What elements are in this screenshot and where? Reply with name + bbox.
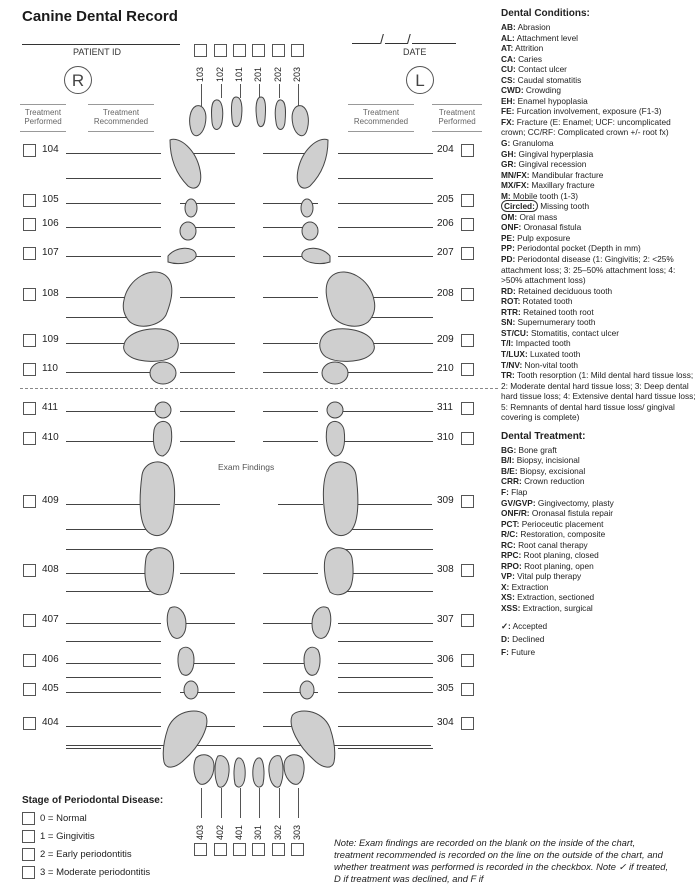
tooth-number: 408 [42,564,59,575]
tooth-number: 401 [234,824,244,840]
legend-text: Gingivectomy, plasty [537,497,614,508]
tooth-number: 307 [437,614,454,625]
legend-text: Caries [518,53,543,64]
instructions-note: Note: Exam findings are recorded on the blank on the inside of the chart, treatment recommended is recorded on the line on the outside of the chart, and whether treatment was performed is recorded in the checkbox. Note ✓ if treated, D if treatment was declined, and F if [334,837,669,884]
left-side-marker: L [406,66,434,94]
date-slash: / [380,31,385,47]
tooth-number: 205 [437,194,454,205]
tooth-102 [211,100,222,130]
tooth-410 [153,421,171,456]
legend-item [501,85,696,96]
tooth-309 [323,462,358,536]
header-text: Recommended [93,117,149,126]
legend-text: Supernumerary tooth [517,317,596,328]
legend-code: PE: [501,232,515,243]
legend-item [501,561,696,572]
tooth-number: 103 [195,66,205,82]
tooth-203 [292,106,308,136]
legend-code: ST/CU: [501,327,529,338]
tooth-407 [167,607,186,638]
legend-item [501,529,696,540]
legend-text: Restoration, composite [520,529,606,540]
legend-item [501,254,696,286]
legend-text: Granuloma [512,138,554,149]
tooth-204 [297,139,328,188]
legend-item [501,476,696,487]
tooth-number: 106 [42,218,59,229]
header-text: Treatment [438,108,476,117]
tooth-103 [190,106,206,136]
legend-code: ONF: [501,222,522,233]
legend-code: T/NV: [501,359,523,370]
legend-item [501,317,696,328]
legend-code: T/I: [501,338,514,349]
legend-code: F: [501,646,509,657]
legend-item [501,592,696,603]
patient-id-label: PATIENT ID [73,47,122,57]
tooth-number: 104 [42,144,59,155]
tooth-310 [326,421,344,456]
legend-item [501,43,696,54]
legend-text: Crown reduction [524,476,585,487]
legend-text: Fracture (E: Enamel; UCF: uncomplicated crown; CC/RF: Complicated crown +/- root fx) [501,116,671,138]
legend-item [501,96,696,107]
tooth-number: 105 [42,194,59,205]
legend-text: Gingival recession [518,159,587,170]
legend-item [501,170,696,181]
legend-code: SN: [501,317,516,328]
legend-text: Declined [512,633,545,644]
tooth-number: 405 [42,683,59,694]
legend-text: Luxated tooth [530,348,581,359]
tooth-307 [312,607,331,638]
legend-item [501,75,696,86]
legend-text: Caudal stomatitis [517,74,582,85]
tooth-number: 204 [437,144,454,155]
tooth-number: 206 [437,218,454,229]
tooth-311 [327,402,343,418]
tooth-number: 302 [273,824,283,840]
legend-code: GR: [501,159,517,170]
tooth-number: 310 [437,432,454,443]
legend-text: Maxillary fracture [531,180,595,191]
legend-text: Periodontal pocket (Depth in mm) [517,243,641,254]
tooth-number: 203 [292,66,302,82]
tooth-number: 210 [437,363,454,374]
legend-text: Extraction [511,581,549,592]
legend-code: T/LUX: [501,348,528,359]
tooth-110 [150,362,176,384]
tooth-409 [140,462,175,536]
legend-code: B/E: [501,465,518,476]
legend-text: Abrasion [517,22,551,32]
header-text: Recommended [353,117,409,126]
legend-code: XS: [501,592,515,603]
legend-code: EH: [501,95,516,106]
tooth-306 [304,647,320,675]
legend-code: MX/FX: [501,180,530,191]
legend-text: Extraction, sectioned [517,592,595,603]
tooth-210 [322,362,348,384]
stage-checkbox-3[interactable] [22,866,35,879]
tooth-checkbox-401[interactable] [233,843,246,856]
legend-text: Biopsy, excisional [519,465,586,476]
dental-treatment-heading: Dental Treatment: [501,430,586,442]
legend-code: RPC: [501,550,522,561]
legend-text: Root canal therapy [518,539,588,550]
tooth-302 [269,756,283,788]
tooth-number: 403 [195,824,205,840]
tooth-number: 110 [42,363,58,374]
upper-incisor-teeth [190,97,309,136]
legend-item [501,149,696,160]
tooth-108 [123,272,172,326]
dental-conditions-list [501,22,696,423]
legend-item [501,370,696,423]
lower-incisor-teeth [194,755,304,788]
legend-item [501,106,696,117]
tooth-number: 109 [42,334,59,345]
header-text: Treatment [362,108,400,117]
tooth-number: 411 [42,402,58,413]
legend-code: R/C: [501,529,519,540]
tooth-checkbox-402[interactable] [214,843,227,856]
legend-text: Non-vital tooth [524,359,579,370]
legend-item [501,633,696,646]
legend-item [501,498,696,509]
legend-text: Mandibular fracture [531,169,604,180]
legend-text: Pulp exposure [517,232,571,243]
legend-text: Tooth resorption (1: Mild dental hard tissue loss; 2: Moderate dental hard tissue loss; 3: Deep dental hard tissue loss; 4: Extensive dental hard tissue loss; 5: Remnants of dental hard tissue loss/ gingival covering is complete) [501,370,696,423]
legend-code: CRR: [501,476,522,487]
stage-option-label: 3 = Moderate periodontitis [40,867,151,878]
legend-item [501,445,696,456]
status-codes-list [501,620,696,659]
legend-code: CU: [501,64,516,75]
tooth-207 [302,248,330,263]
legend-text: Furcation involvement, exposure (F1-3) [516,106,662,117]
legend-item [501,222,696,233]
tooth-number: 407 [42,614,59,625]
legend-text: Perioceutic placement [521,518,604,529]
legend-text: Root planing, closed [523,550,599,561]
tooth-number: 402 [215,824,225,840]
legend-item [501,307,696,318]
legend-text: Oronasal fistula [523,222,582,233]
legend-item [501,286,696,297]
tooth-number: 306 [437,654,454,665]
legend-text: Flap [511,486,528,497]
legend-item [501,519,696,530]
date-label: DATE [403,47,427,57]
legend-code: Circled: [501,200,538,212]
stage-option-label: 2 = Early periodontitis [40,849,132,860]
tooth-405 [184,681,198,699]
legend-code: PCT: [501,518,520,529]
legend-text: Mobile tooth (1-3) [513,190,579,201]
right-side-marker: R [64,66,92,94]
legend-item [501,455,696,466]
tooth-408 [145,548,174,595]
legend-code: X: [501,581,510,592]
legend-panel [501,8,696,659]
legend-code: ROT: [501,296,521,307]
tooth-105 [185,199,197,217]
legend-text: Oronasal fistula repair [531,508,614,519]
legend-code: M: [501,190,511,201]
legend-item [501,338,696,349]
legend-item [501,243,696,254]
legend-item [501,22,696,33]
tooth-number: 107 [42,247,59,258]
tooth-number: 102 [215,66,225,82]
legend-text: Rotated tooth [522,296,573,307]
legend-code: D: [501,633,510,644]
legend-code: RPO: [501,560,522,571]
tooth-106 [180,222,196,240]
legend-item [501,360,696,371]
stage-heading: Stage of Periodontal Disease: [22,795,164,806]
header-text: Performed [438,117,476,126]
header-text: Treatment [102,108,140,117]
legend-code: OM: [501,211,518,222]
tooth-107 [168,248,196,263]
legend-code: CS: [501,74,516,85]
tooth-406 [178,647,194,675]
stage-option-label: 0 = Normal [40,813,87,824]
tooth-305 [300,681,314,699]
tooth-number: 209 [437,334,454,345]
legend-item [501,64,696,75]
tooth-number: 309 [437,495,454,506]
legend-code: FX: [501,116,515,127]
legend-item [501,550,696,561]
legend-item [501,212,696,223]
tooth-number: 305 [437,683,454,694]
stage-option-label: 1 = Gingivitis [40,831,95,842]
tooth-checkbox-303[interactable] [291,843,304,856]
legend-item [501,138,696,149]
legend-item [501,620,696,633]
legend-item [501,159,696,170]
legend-code: MN/FX: [501,169,530,180]
tooth-number: 101 [234,66,244,82]
legend-text: Periodontal disease (1: Gingivitis; 2: <25% attachment loss; 3: 25–50% attachment loss; 4: >50% attachment loss) [501,254,676,286]
tooth-number: 410 [42,432,59,443]
legend-code: PD: [501,254,516,265]
tooth-308 [324,548,353,595]
tooth-411 [155,402,171,418]
legend-code: PP: [501,243,515,254]
legend-item [501,54,696,65]
dental-conditions-heading: Dental Conditions: [501,8,590,19]
tooth-201 [256,97,265,127]
tooth-checkbox-301[interactable] [252,843,265,856]
tooth-209 [320,329,375,362]
legend-item [501,508,696,519]
legend-text: Crowding [525,85,561,96]
tooth-402 [215,756,229,788]
legend-code: CA: [501,53,516,64]
legend-text: Retained tooth root [523,306,594,317]
tooth-number: 303 [292,824,302,840]
legend-item [501,328,696,339]
legend-item [501,296,696,307]
legend-text: Contact ulcer [518,64,567,75]
tooth-205 [301,199,313,217]
stage-checkbox-0[interactable] [22,812,35,825]
stage-checkbox-2[interactable] [22,848,35,861]
header-text: Performed [24,117,62,126]
legend-text: Oral mass [519,211,558,222]
legend-code: XSS: [501,602,521,613]
tooth-number: 108 [42,288,59,299]
tooth-number: 301 [253,824,263,840]
legend-item [501,487,696,498]
legend-text: Root planing, open [524,560,594,571]
legend-code: RTR: [501,306,521,317]
tooth-202 [275,100,285,130]
legend-text: Accepted [512,620,548,631]
tooth-number: 202 [273,66,283,82]
legend-text: Vital pulp therapy [517,571,582,582]
legend-code: AL: [501,32,515,43]
legend-code: TR: [501,370,515,381]
legend-code: VP: [501,571,515,582]
legend-code: GH: [501,148,517,159]
legend-item [501,201,696,212]
legend-text: Enamel hypoplasia [517,95,588,106]
tooth-303 [284,755,304,785]
tooth-104 [170,139,201,188]
legend-text: Stomatitis, contact ulcer [530,327,620,338]
legend-text: Impacted tooth [515,338,571,349]
stage-checkbox-1[interactable] [22,830,35,843]
legend-code: ✓: [501,620,511,631]
tooth-checkbox-403[interactable] [194,843,207,856]
tooth-401 [234,758,245,787]
legend-code: G: [501,138,511,149]
tooth-number: 404 [42,717,59,728]
legend-code: CWD: [501,85,524,96]
legend-code: AT: [501,43,514,54]
legend-text: Attrition [515,43,544,54]
legend-code: ONF/R: [501,508,530,519]
tooth-number: 311 [437,402,453,413]
header-text: Treatment [24,108,62,117]
legend-text: Attachment level [516,32,579,43]
tooth-403 [194,755,214,785]
tooth-208 [326,272,375,326]
tooth-101 [231,97,241,127]
legend-text: Biopsy, incisional [516,455,580,466]
legend-item [501,117,696,138]
legend-item [501,571,696,582]
tooth-number: 406 [42,654,59,665]
legend-text: Bone graft [518,444,557,455]
tooth-number: 201 [253,66,263,82]
dental-treatment-list [501,445,696,614]
legend-item [501,33,696,44]
legend-code: AB: [501,22,516,32]
legend-code: BG: [501,444,517,455]
legend-item [501,646,696,659]
legend-item [501,582,696,593]
legend-code: F: [501,486,509,497]
legend-item [501,603,696,614]
legend-text: Missing tooth [540,201,590,212]
legend-text: Gingival hyperplasia [518,148,594,159]
tooth-number: 208 [437,288,454,299]
tooth-checkbox-302[interactable] [272,843,285,856]
tooth-number: 207 [437,247,454,258]
legend-text: Extraction, surgical [522,602,593,613]
page-title: Canine Dental Record [22,8,178,25]
legend-code: GV/GVP: [501,497,536,508]
legend-code: B/I: [501,455,515,466]
date-slash: / [406,31,412,47]
tooth-206 [302,222,318,240]
exam-findings-label: Exam Findings [218,462,275,472]
tooth-number: 409 [42,495,59,506]
legend-item [501,233,696,244]
legend-code: FE: [501,106,515,117]
tooth-301 [253,758,264,787]
legend-code: RD: [501,285,516,296]
legend-item [501,540,696,551]
tooth-number: 304 [437,717,454,728]
legend-text: Future [511,646,536,657]
legend-code: RC: [501,539,516,550]
legend-text: Retained deciduous tooth [518,285,613,296]
legend-item [501,180,696,191]
tooth-number: 308 [437,564,454,575]
legend-item [501,466,696,477]
legend-item [501,349,696,360]
tooth-109 [124,329,179,362]
